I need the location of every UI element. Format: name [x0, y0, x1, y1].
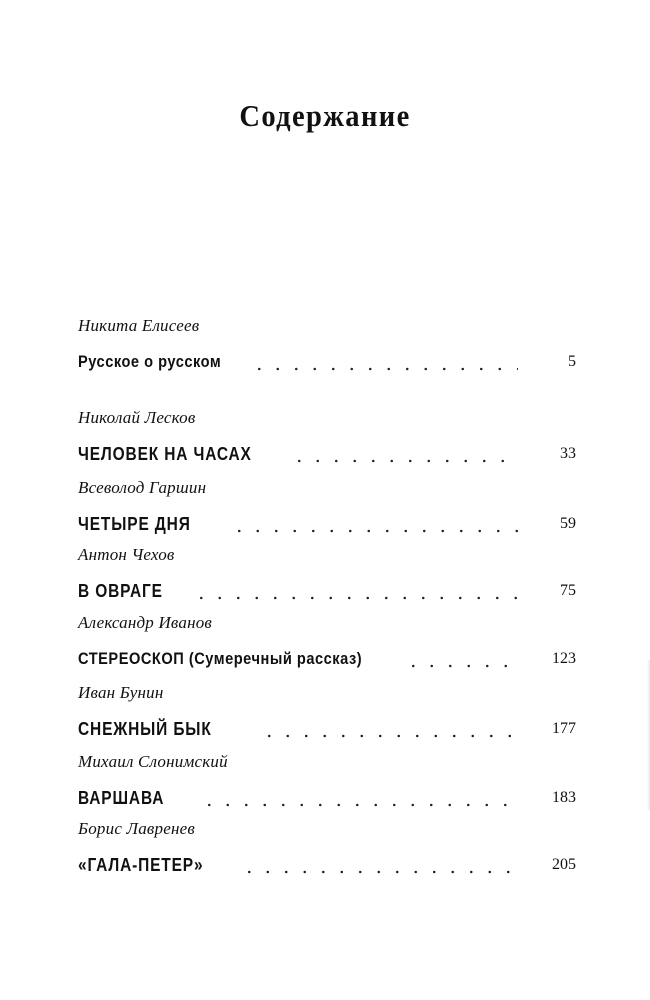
entry-page-number: 59 — [560, 515, 576, 532]
entry-page-number: 183 — [552, 789, 576, 806]
entry-page-number: 123 — [552, 650, 576, 667]
entry-title: СНЕЖНЫЙ БЫК — [78, 719, 212, 739]
dot-leader — [200, 803, 520, 807]
entry-page-number: 205 — [552, 856, 576, 873]
entry-title: В ОВРАГЕ — [78, 581, 163, 601]
entry-title: ЧЕТЫРЕ ДНЯ — [78, 514, 191, 534]
entry-author: Борис Лавренев — [78, 819, 195, 838]
entry-author: Никита Елисеев — [78, 316, 200, 335]
dot-leader — [260, 734, 520, 738]
entry-author: Николай Лесков — [78, 408, 196, 427]
toc-entry — [78, 316, 576, 373]
entry-title: ЧЕЛОВЕК НА ЧАСАХ — [78, 444, 252, 464]
toc-entry — [78, 408, 576, 465]
toc-entry — [78, 819, 576, 876]
entry-line — [78, 714, 576, 740]
dot-leader — [192, 596, 520, 600]
entry-title: Русское о русском — [78, 352, 222, 371]
entry-page-number: 177 — [552, 720, 576, 737]
entry-line — [78, 850, 576, 876]
entry-page-number: 75 — [560, 582, 576, 599]
dot-leader — [404, 664, 512, 668]
dot-leader — [240, 870, 520, 874]
entry-page-number: 5 — [568, 353, 576, 370]
entry-page-number: 33 — [560, 445, 576, 462]
toc-entry — [78, 545, 576, 602]
entry-line — [78, 509, 576, 535]
entry-author: Всеволод Гаршин — [78, 478, 207, 497]
entry-author: Михаил Слонимский — [78, 752, 228, 771]
toc-entry — [78, 478, 576, 535]
entry-line — [78, 644, 576, 670]
entry-title: СТЕРЕОСКОП (Сумеречный рассказ) — [78, 649, 363, 668]
toc-entry — [78, 613, 576, 670]
toc-entry — [78, 683, 576, 740]
page-title: Содержание — [239, 98, 411, 133]
entry-line — [78, 783, 576, 809]
entry-line — [78, 439, 576, 465]
dot-leader — [230, 529, 520, 533]
dot-leader — [290, 459, 520, 463]
dot-leader — [250, 367, 518, 371]
entry-title: ВАРШАВА — [78, 788, 165, 808]
entry-line — [78, 576, 576, 602]
entry-line — [78, 347, 576, 373]
toc-entry — [78, 752, 576, 809]
entry-author: Александр Иванов — [78, 613, 213, 632]
entry-author: Иван Бунин — [78, 683, 164, 702]
entry-author: Антон Чехов — [78, 545, 175, 564]
entry-title: «ГАЛА-ПЕТЕР» — [78, 855, 204, 875]
